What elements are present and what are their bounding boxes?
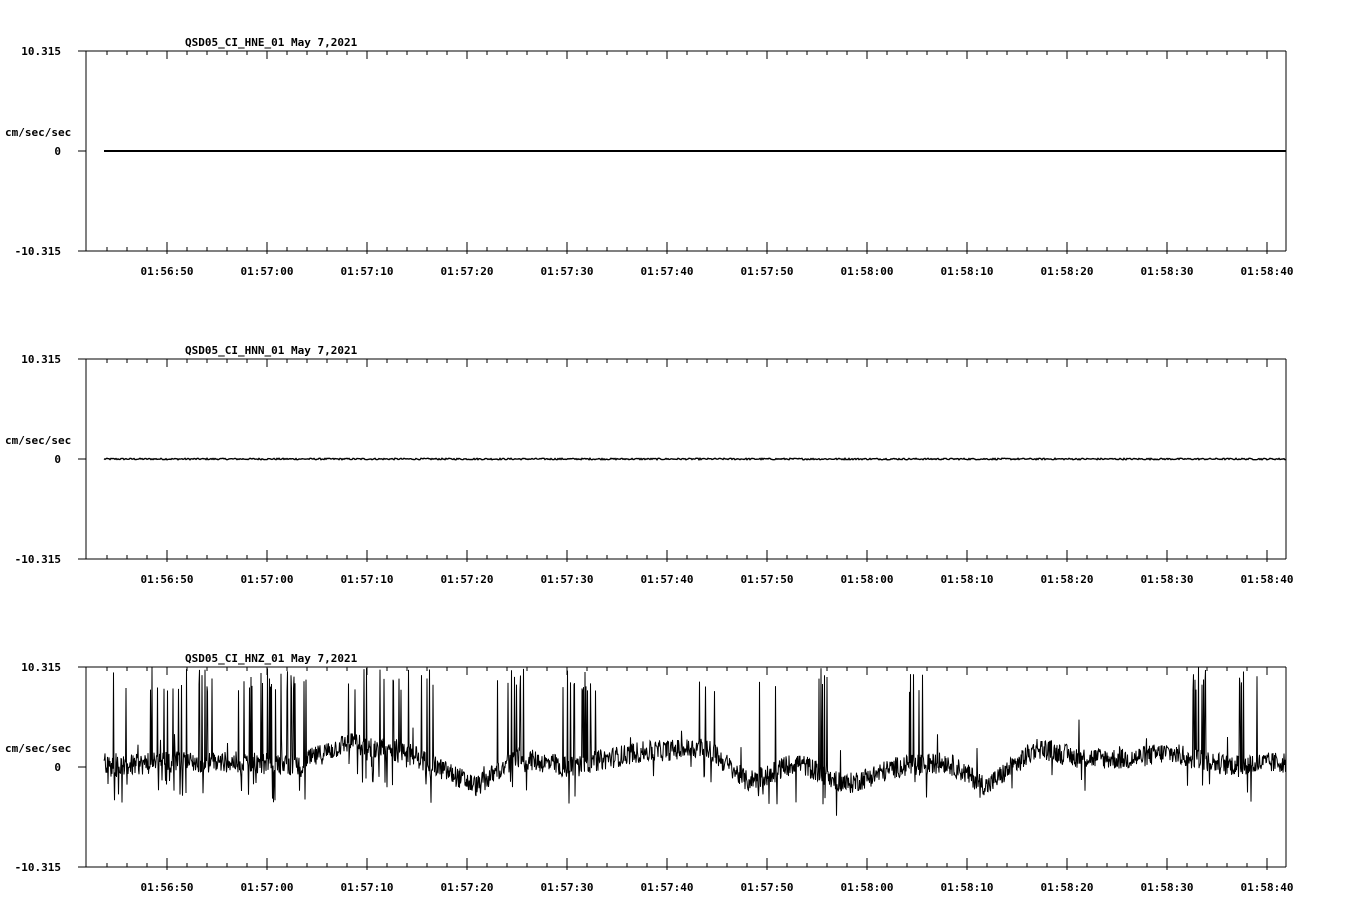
x-tick-label: 01:57:00 bbox=[240, 265, 294, 278]
y-axis-label: cm/sec/sec bbox=[5, 742, 72, 755]
x-tick-label: 01:56:50 bbox=[140, 881, 194, 894]
x-tick-label: 01:57:00 bbox=[240, 881, 294, 894]
chart-panel-3 bbox=[5, 652, 1293, 894]
x-tick-label: 01:58:40 bbox=[1240, 265, 1294, 278]
x-tick-label: 01:58:40 bbox=[1240, 573, 1294, 586]
x-tick-label: 01:58:40 bbox=[1240, 881, 1294, 894]
chart-panel-2 bbox=[5, 344, 1293, 586]
x-tick-label: 01:57:40 bbox=[640, 265, 694, 278]
y-tick-label: -10.315 bbox=[14, 553, 61, 566]
x-tick-label: 01:58:30 bbox=[1140, 881, 1194, 894]
y-tick-label: -10.315 bbox=[14, 245, 61, 258]
x-tick-label: 01:57:50 bbox=[740, 573, 794, 586]
x-tick-label: 01:58:10 bbox=[940, 881, 994, 894]
x-tick-label: 01:57:20 bbox=[440, 881, 494, 894]
y-axis-label: cm/sec/sec bbox=[5, 126, 72, 139]
y-tick-label: -10.315 bbox=[14, 861, 61, 874]
x-tick-label: 01:57:20 bbox=[440, 573, 494, 586]
x-tick-label: 01:57:10 bbox=[340, 265, 394, 278]
chart-title: QSD05_CI_HNZ_01 May 7,2021 bbox=[185, 652, 358, 665]
x-tick-label: 01:58:00 bbox=[840, 881, 894, 894]
y-axis-label: cm/sec/sec bbox=[5, 434, 72, 447]
x-tick-label: 01:58:10 bbox=[940, 265, 994, 278]
x-tick-label: 01:58:00 bbox=[840, 265, 894, 278]
x-tick-label: 01:58:30 bbox=[1140, 573, 1194, 586]
x-tick-label: 01:56:50 bbox=[140, 573, 194, 586]
x-tick-label: 01:58:30 bbox=[1140, 265, 1194, 278]
x-tick-label: 01:57:00 bbox=[240, 573, 294, 586]
x-tick-label: 01:57:20 bbox=[440, 265, 494, 278]
y-tick-label: 0 bbox=[54, 761, 61, 774]
x-tick-label: 01:58:20 bbox=[1040, 881, 1094, 894]
x-tick-label: 01:57:40 bbox=[640, 573, 694, 586]
x-tick-label: 01:57:50 bbox=[740, 881, 794, 894]
x-tick-label: 01:57:10 bbox=[340, 881, 394, 894]
y-tick-label: 10.315 bbox=[21, 661, 61, 674]
y-tick-label: 0 bbox=[54, 145, 61, 158]
y-tick-label: 10.315 bbox=[21, 45, 61, 58]
x-tick-label: 01:58:20 bbox=[1040, 265, 1094, 278]
x-tick-label: 01:57:30 bbox=[540, 265, 594, 278]
chart-title: QSD05_CI_HNE_01 May 7,2021 bbox=[185, 36, 358, 49]
chart-panel-1 bbox=[5, 36, 1293, 278]
waveform-trace bbox=[104, 667, 1286, 815]
x-tick-label: 01:57:50 bbox=[740, 265, 794, 278]
x-tick-label: 01:56:50 bbox=[140, 265, 194, 278]
x-tick-label: 01:58:00 bbox=[840, 573, 894, 586]
x-tick-label: 01:58:20 bbox=[1040, 573, 1094, 586]
x-tick-label: 01:58:10 bbox=[940, 573, 994, 586]
waveform-trace bbox=[104, 458, 1286, 460]
x-tick-label: 01:57:30 bbox=[540, 881, 594, 894]
x-tick-label: 01:57:40 bbox=[640, 881, 694, 894]
y-tick-label: 10.315 bbox=[21, 353, 61, 366]
x-tick-label: 01:57:30 bbox=[540, 573, 594, 586]
y-tick-label: 0 bbox=[54, 453, 61, 466]
chart-title: QSD05_CI_HNN_01 May 7,2021 bbox=[185, 344, 358, 357]
x-tick-label: 01:57:10 bbox=[340, 573, 394, 586]
